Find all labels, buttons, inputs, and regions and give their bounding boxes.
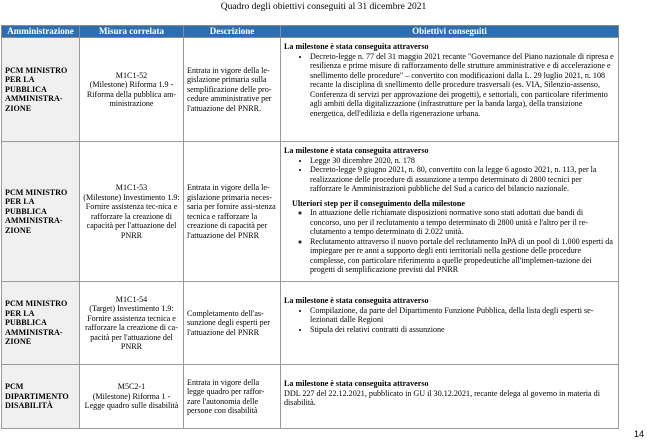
document-title: Quadro degli obiettivi conseguiti al 31 dicembre 2021 [220,2,427,12]
descrizione-cell: Entrata in vigore della le-gislazione primaria neces-saria per fornire assi-stenza tecnica e rafforzare la creazione di capacità per l'attuazione del PNRR [184,142,281,282]
page-number: 14 [633,429,644,439]
obiettivi-heading: La milestone è stata conseguita attraverso [284,146,429,155]
table-header-row [2,26,619,38]
misura-cell [80,282,184,365]
misura-text: (Milestone) Riforma 1.9 - Riforma della pubblica am-ministrazione [86,80,177,108]
header-amministrazione: Amministrazione [2,26,80,38]
misura-text: (Target) Investimento 1.9: Fornire assistenza tecnica e rafforzare la creazione di ca-pacità per l'attuazione del PNRR [85,304,178,351]
bullet-list [284,156,615,194]
misura-text: (Milestone) Riforma 1 - Legge quadro sulle disabilità [84,391,179,411]
admin-cell: PCM DIPARTIMENTO DISABILITÀ [2,365,80,429]
header-misura: Misura correlata [80,26,184,38]
list-item: • Decreto-legge 9 giugno 2021, n. 80, convertito con la legge 6 agosto 2021, n. 113, per la realizzazione delle procedure di assunzione a tempo determinato di 2800 tecnici per rafforzare le Amministrazioni pubbliche del Sud a carico del bilancio nazionale. [310,165,615,194]
table-row [2,38,619,142]
descrizione-cell: Entrata in vigore della legge quadro per raffor-zare l'autonomia delle persone con disabilità [184,365,281,429]
table-row [2,282,619,365]
bullet-list [284,306,615,335]
circle-list [284,208,615,275]
admin-cell: PCM MINISTRO PER LA PUBBLICA AMMINISTRA-ZIONE [2,282,80,365]
misura-text: (Milestone) Investimento 1.9: Fornire assistenza tec-nica e rafforzare la creazione di capacità per l'attuazione del PNRR [83,192,180,240]
descrizione-cell: Completamento dell'as-sunzione degli esperti per l'attuazione del PNRR [184,282,281,365]
misura-code: M1C1-54 [115,294,148,304]
obiettivi-cell [281,142,619,282]
obiettivi-heading: La milestone è stata conseguita attraverso [284,296,429,305]
misura-cell [80,365,184,429]
objectives-table [1,25,619,429]
header-obiettivi: Obiettivi conseguiti [281,26,619,38]
ulteriori-heading: Ulteriori step per il conseguimento della milestone [292,198,465,208]
list-item: • Compilazione, da parte del Dipartimento Funzione Pubblica, della lista degli esperti se-lezionati dalle Regioni [310,306,615,325]
bullet-list [284,52,615,119]
obiettivi-cell [281,365,619,429]
descrizione-cell: Entrata in vigore della le-gislazione primaria sulla semplificazione delle pro-cedure amministrative per l'attuazione del PNRR. [184,38,281,142]
obiettivi-cell [281,282,619,365]
misura-code: M1C1-52 [115,70,148,80]
list-item: • Decreto-legge n. 77 del 31 maggio 2021 recante "Governance del Piano nazionale di ripresa e resilienza e prime misure di rafforzamento delle strutture amministrative e di accelerazione e snellimento delle procedure" – convertito con modificazioni dalla L. 29 luglio 2021, n. 108 recante la disciplina di snellimento delle procedure trasversali (es. VIA, Silenzio-assenso, Conferenza di servizi per approvazione dei progetti), e settoriali, con particolare riferimento agli ambiti della digitalizzazione (infrastrutture per la banda larga), della transizione energetica, dell'edilizia e della rigenerazione urbana. [310,52,615,119]
table-row [2,142,619,282]
list-item: • Legge 30 dicembre 2020, n. 178 [310,156,615,166]
misura-code: M5C2-1 [117,382,146,392]
list-item: • Stipula dei relativi contratti di assunzione [310,325,615,335]
obiettivi-heading: La milestone è stata conseguita attraverso [284,379,429,388]
table-row [2,365,619,429]
header-descrizione: Descrizione [184,26,281,38]
admin-cell: PCM MINISTRO PER LA PUBBLICA AMMINISTRA-ZIONE [2,142,80,282]
list-item: ◦ In attuazione delle richiamate disposizioni normative sono stati adottati due bandi di concorso, uno per il reclutamento a tempo determinato di 2800 unità e l'altro per il re-clutamento a tempo determinato di 2.022 unità. [310,208,615,237]
misura-cell [80,38,184,142]
admin-cell: PCM MINISTRO PER LA PUBBLICA AMMINISTRA-ZIONE [2,38,80,142]
obiettivi-cell [281,38,619,142]
misura-cell [80,142,184,282]
obiettivi-heading: La milestone è stata conseguita attraverso [284,42,429,51]
misura-code: M1C1-53 [115,183,148,192]
obiettivi-text: DDL 227 del 22.12.2021, pubblicato in GU il 30.12.2021, recante delega al governo in materia di disabilità. [284,388,600,407]
list-item: ◦ Reclutamento attraverso il nuovo portale del reclutamento InPA di un pool di 1.000 esperti da impiegare per re anni a supporto degli enti territoriali nella gestione delle procedure complesse, con particolare riferimento a quelle propedeutiche all'implemen-tazione dei progetti di semplificazione previsti dal PNRR [310,237,615,275]
